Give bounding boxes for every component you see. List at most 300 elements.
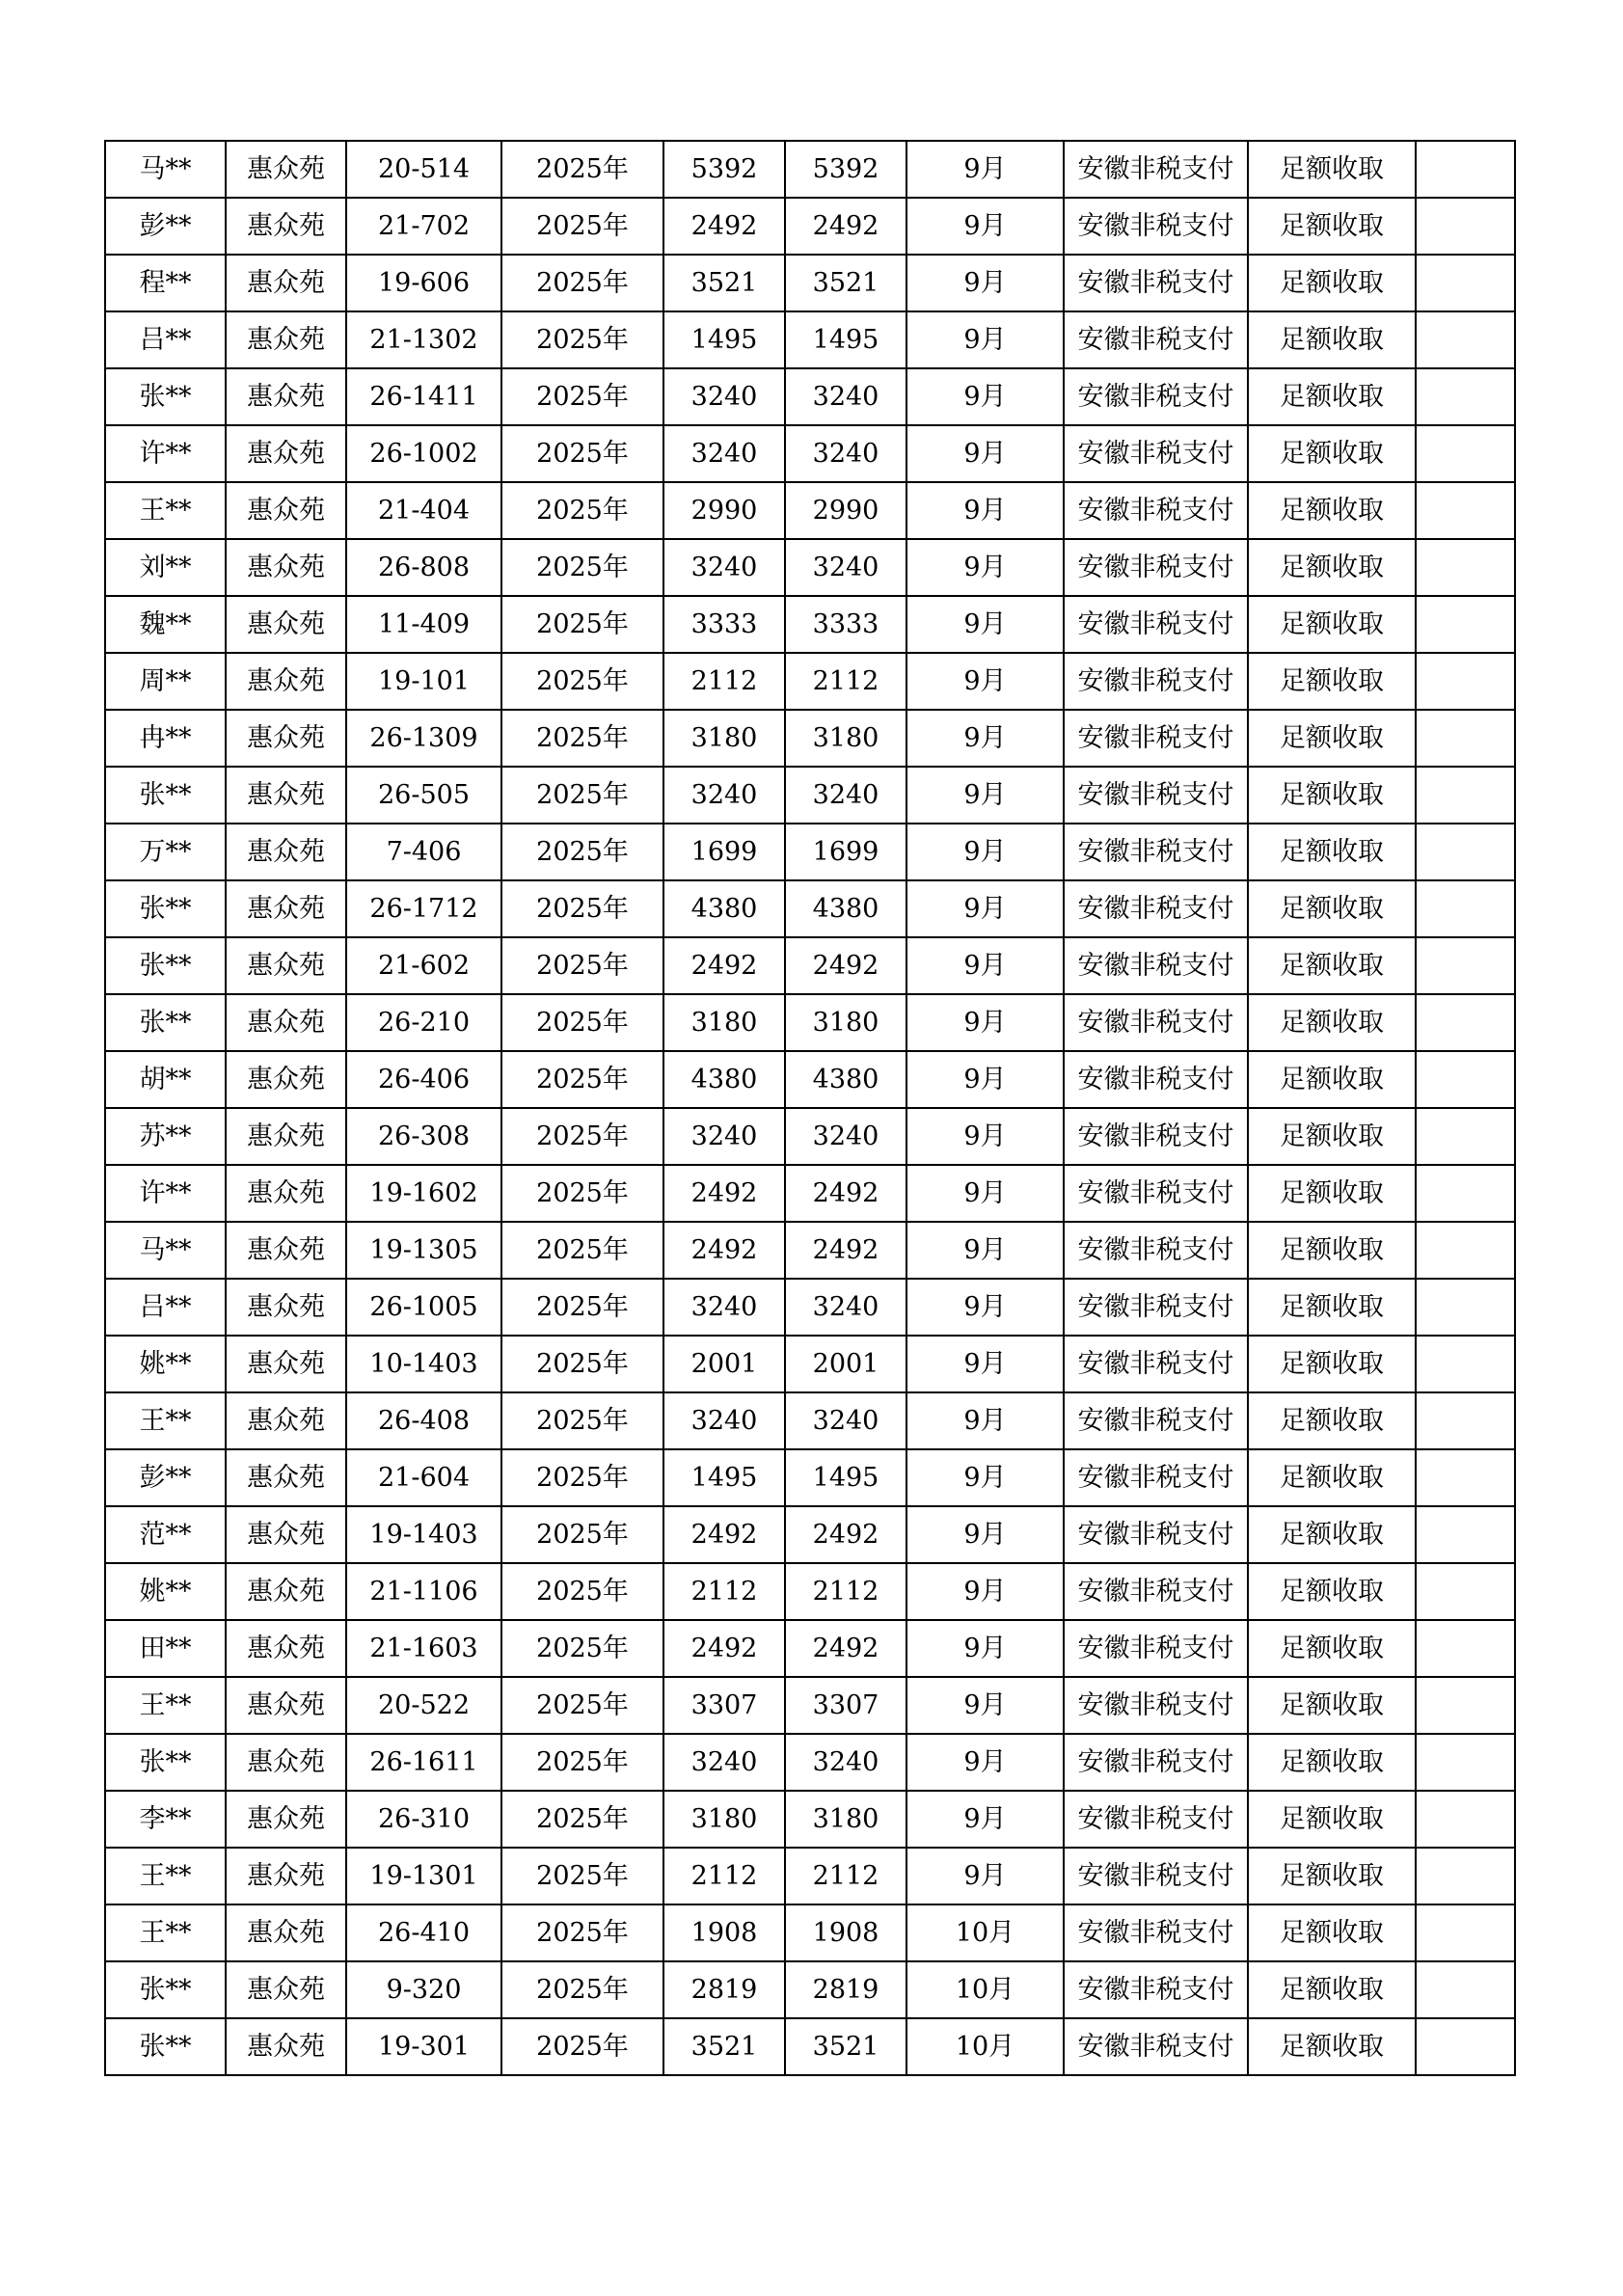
amount-due-cell: 2112 [663,1848,785,1904]
collection-status-cell: 足额收取 [1248,311,1416,368]
amount-due-cell: 3240 [663,767,785,824]
month-cell: 9月 [906,1563,1064,1620]
note-cell [1416,1108,1515,1165]
amount-due-cell: 1495 [663,311,785,368]
community-cell: 惠众苑 [226,1336,346,1392]
month-cell: 9月 [906,824,1064,880]
community-cell: 惠众苑 [226,1392,346,1449]
note-cell [1416,1791,1515,1848]
amount-paid-cell: 4380 [785,880,906,937]
unit-number-cell: 26-308 [346,1108,501,1165]
community-cell: 惠众苑 [226,1677,346,1734]
amount-paid-cell: 1699 [785,824,906,880]
year-cell: 2025年 [501,1620,663,1677]
amount-paid-cell: 3240 [785,368,906,425]
tenant-name-cell: 张** [105,368,226,425]
amount-due-cell: 2492 [663,1165,785,1222]
payment-method-cell: 安徽非税支付 [1064,198,1248,255]
year-cell: 2025年 [501,1734,663,1791]
note-cell [1416,1961,1515,2018]
year-cell: 2025年 [501,198,663,255]
tenant-name-cell: 马** [105,141,226,198]
table-row [105,1108,1515,1165]
community-cell: 惠众苑 [226,767,346,824]
tenant-name-cell: 彭** [105,198,226,255]
unit-number-cell: 21-1106 [346,1563,501,1620]
month-cell: 9月 [906,539,1064,596]
collection-status-cell: 足额收取 [1248,1222,1416,1279]
month-cell: 9月 [906,1165,1064,1222]
month-cell: 9月 [906,994,1064,1051]
note-cell [1416,255,1515,311]
amount-due-cell: 3240 [663,1734,785,1791]
amount-paid-cell: 2492 [785,1165,906,1222]
tenant-name-cell: 李** [105,1791,226,1848]
unit-number-cell: 21-1302 [346,311,501,368]
payment-method-cell: 安徽非税支付 [1064,1563,1248,1620]
amount-paid-cell: 2112 [785,653,906,710]
amount-due-cell: 1908 [663,1904,785,1961]
note-cell [1416,937,1515,994]
payment-method-cell: 安徽非税支付 [1064,141,1248,198]
note-cell [1416,1677,1515,1734]
year-cell: 2025年 [501,994,663,1051]
amount-due-cell: 2990 [663,482,785,539]
amount-due-cell: 2492 [663,1222,785,1279]
unit-number-cell: 9-320 [346,1961,501,2018]
amount-due-cell: 3521 [663,2018,785,2075]
year-cell: 2025年 [501,1392,663,1449]
unit-number-cell: 26-808 [346,539,501,596]
unit-number-cell: 19-1602 [346,1165,501,1222]
collection-status-cell: 足额收取 [1248,1392,1416,1449]
year-cell: 2025年 [501,1563,663,1620]
collection-status-cell: 足额收取 [1248,824,1416,880]
community-cell: 惠众苑 [226,596,346,653]
collection-status-cell: 足额收取 [1248,425,1416,482]
payment-method-cell: 安徽非税支付 [1064,824,1248,880]
note-cell [1416,710,1515,767]
unit-number-cell: 21-602 [346,937,501,994]
collection-status-cell: 足额收取 [1248,653,1416,710]
table-row [105,198,1515,255]
note-cell [1416,1165,1515,1222]
unit-number-cell: 26-408 [346,1392,501,1449]
unit-number-cell: 7-406 [346,824,501,880]
unit-number-cell: 26-410 [346,1904,501,1961]
payment-method-cell: 安徽非税支付 [1064,311,1248,368]
table-row [105,1449,1515,1506]
unit-number-cell: 26-1002 [346,425,501,482]
collection-status-cell: 足额收取 [1248,368,1416,425]
amount-due-cell: 3180 [663,1791,785,1848]
community-cell: 惠众苑 [226,1734,346,1791]
collection-status-cell: 足额收取 [1248,1279,1416,1336]
tenant-name-cell: 吕** [105,311,226,368]
year-cell: 2025年 [501,1051,663,1108]
year-cell: 2025年 [501,311,663,368]
amount-due-cell: 2112 [663,653,785,710]
month-cell: 9月 [906,1392,1064,1449]
community-cell: 惠众苑 [226,1563,346,1620]
collection-status-cell: 足额收取 [1248,1108,1416,1165]
table-row [105,1506,1515,1563]
unit-number-cell: 19-606 [346,255,501,311]
payment-method-cell: 安徽非税支付 [1064,1051,1248,1108]
tenant-name-cell: 张** [105,1961,226,2018]
tenant-name-cell: 王** [105,1392,226,1449]
year-cell: 2025年 [501,1506,663,1563]
tenant-name-cell: 张** [105,880,226,937]
year-cell: 2025年 [501,1677,663,1734]
tenant-name-cell: 马** [105,1222,226,1279]
payment-method-cell: 安徽非税支付 [1064,1791,1248,1848]
community-cell: 惠众苑 [226,2018,346,2075]
tenant-name-cell: 刘** [105,539,226,596]
year-cell: 2025年 [501,2018,663,2075]
payment-method-cell: 安徽非税支付 [1064,255,1248,311]
year-cell: 2025年 [501,596,663,653]
amount-paid-cell: 2819 [785,1961,906,2018]
tenant-name-cell: 王** [105,1904,226,1961]
community-cell: 惠众苑 [226,1506,346,1563]
note-cell [1416,767,1515,824]
community-cell: 惠众苑 [226,1848,346,1904]
note-cell [1416,596,1515,653]
note-cell [1416,1449,1515,1506]
collection-status-cell: 足额收取 [1248,1165,1416,1222]
amount-paid-cell: 2112 [785,1848,906,1904]
tenant-name-cell: 苏** [105,1108,226,1165]
amount-paid-cell: 3240 [785,1279,906,1336]
note-cell [1416,880,1515,937]
table-row [105,767,1515,824]
unit-number-cell: 26-1005 [346,1279,501,1336]
year-cell: 2025年 [501,425,663,482]
unit-number-cell: 26-1411 [346,368,501,425]
table-row [105,1677,1515,1734]
unit-number-cell: 19-1403 [346,1506,501,1563]
payment-method-cell: 安徽非税支付 [1064,368,1248,425]
month-cell: 9月 [906,937,1064,994]
table-row [105,824,1515,880]
amount-paid-cell: 3521 [785,2018,906,2075]
community-cell: 惠众苑 [226,482,346,539]
amount-due-cell: 2112 [663,1563,785,1620]
community-cell: 惠众苑 [226,141,346,198]
payment-method-cell: 安徽非税支付 [1064,1961,1248,2018]
note-cell [1416,198,1515,255]
amount-due-cell: 4380 [663,880,785,937]
amount-due-cell: 3240 [663,1392,785,1449]
amount-paid-cell: 1495 [785,311,906,368]
amount-due-cell: 3240 [663,539,785,596]
note-cell [1416,1620,1515,1677]
unit-number-cell: 20-514 [346,141,501,198]
note-cell [1416,368,1515,425]
amount-paid-cell: 3240 [785,767,906,824]
month-cell: 9月 [906,1848,1064,1904]
payment-method-cell: 安徽非税支付 [1064,1620,1248,1677]
tenant-name-cell: 魏** [105,596,226,653]
community-cell: 惠众苑 [226,1791,346,1848]
collection-status-cell: 足额收取 [1248,994,1416,1051]
payment-method-cell: 安徽非税支付 [1064,1904,1248,1961]
community-cell: 惠众苑 [226,368,346,425]
unit-number-cell: 21-702 [346,198,501,255]
month-cell: 9月 [906,198,1064,255]
year-cell: 2025年 [501,1961,663,2018]
unit-number-cell: 11-409 [346,596,501,653]
table-row [105,1392,1515,1449]
note-cell [1416,2018,1515,2075]
collection-status-cell: 足额收取 [1248,1336,1416,1392]
collection-status-cell: 足额收取 [1248,710,1416,767]
amount-due-cell: 1495 [663,1449,785,1506]
table-row [105,1904,1515,1961]
year-cell: 2025年 [501,880,663,937]
table-row [105,2018,1515,2075]
year-cell: 2025年 [501,482,663,539]
month-cell: 9月 [906,596,1064,653]
collection-status-cell: 足额收取 [1248,1734,1416,1791]
amount-paid-cell: 3180 [785,994,906,1051]
payment-method-cell: 安徽非税支付 [1064,1848,1248,1904]
note-cell [1416,1904,1515,1961]
note-cell [1416,653,1515,710]
note-cell [1416,311,1515,368]
amount-paid-cell: 3240 [785,1734,906,1791]
tenant-name-cell: 许** [105,1165,226,1222]
community-cell: 惠众苑 [226,425,346,482]
amount-paid-cell: 2492 [785,1222,906,1279]
tenant-name-cell: 彭** [105,1449,226,1506]
collection-status-cell: 足额收取 [1248,1904,1416,1961]
year-cell: 2025年 [501,1848,663,1904]
tenant-name-cell: 张** [105,994,226,1051]
community-cell: 惠众苑 [226,1051,346,1108]
payment-method-cell: 安徽非税支付 [1064,482,1248,539]
month-cell: 9月 [906,1506,1064,1563]
amount-due-cell: 2492 [663,1506,785,1563]
unit-number-cell: 26-210 [346,994,501,1051]
year-cell: 2025年 [501,1336,663,1392]
note-cell [1416,1563,1515,1620]
month-cell: 9月 [906,767,1064,824]
rent-collection-table [104,140,1516,2076]
amount-paid-cell: 2001 [785,1336,906,1392]
tenant-name-cell: 冉** [105,710,226,767]
year-cell: 2025年 [501,1449,663,1506]
community-cell: 惠众苑 [226,880,346,937]
amount-paid-cell: 3240 [785,1108,906,1165]
collection-status-cell: 足额收取 [1248,1677,1416,1734]
table-row [105,596,1515,653]
note-cell [1416,1279,1515,1336]
collection-status-cell: 足额收取 [1248,482,1416,539]
amount-paid-cell: 5392 [785,141,906,198]
amount-due-cell: 3180 [663,710,785,767]
note-cell [1416,1051,1515,1108]
collection-status-cell: 足额收取 [1248,767,1416,824]
tenant-name-cell: 田** [105,1620,226,1677]
tenant-name-cell: 张** [105,1734,226,1791]
tenant-name-cell: 王** [105,482,226,539]
month-cell: 9月 [906,255,1064,311]
community-cell: 惠众苑 [226,1961,346,2018]
amount-paid-cell: 3333 [785,596,906,653]
month-cell: 9月 [906,1677,1064,1734]
payment-method-cell: 安徽非税支付 [1064,994,1248,1051]
collection-status-cell: 足额收取 [1248,1506,1416,1563]
table-row [105,937,1515,994]
community-cell: 惠众苑 [226,1165,346,1222]
table-row [105,653,1515,710]
year-cell: 2025年 [501,368,663,425]
unit-number-cell: 19-301 [346,2018,501,2075]
collection-status-cell: 足额收取 [1248,1961,1416,2018]
collection-status-cell: 足额收取 [1248,1791,1416,1848]
payment-method-cell: 安徽非税支付 [1064,539,1248,596]
payment-method-cell: 安徽非税支付 [1064,1222,1248,1279]
payment-method-cell: 安徽非税支付 [1064,2018,1248,2075]
month-cell: 9月 [906,1734,1064,1791]
month-cell: 9月 [906,1336,1064,1392]
note-cell [1416,994,1515,1051]
month-cell: 9月 [906,880,1064,937]
community-cell: 惠众苑 [226,994,346,1051]
payment-method-cell: 安徽非税支付 [1064,1449,1248,1506]
amount-paid-cell: 3240 [785,425,906,482]
month-cell: 10月 [906,1961,1064,2018]
note-cell [1416,1848,1515,1904]
payment-method-cell: 安徽非税支付 [1064,1677,1248,1734]
unit-number-cell: 26-1611 [346,1734,501,1791]
tenant-name-cell: 胡** [105,1051,226,1108]
year-cell: 2025年 [501,255,663,311]
month-cell: 9月 [906,1449,1064,1506]
community-cell: 惠众苑 [226,198,346,255]
amount-due-cell: 2492 [663,937,785,994]
payment-method-cell: 安徽非税支付 [1064,1506,1248,1563]
amount-due-cell: 2001 [663,1336,785,1392]
month-cell: 10月 [906,1904,1064,1961]
community-cell: 惠众苑 [226,1222,346,1279]
table-row [105,425,1515,482]
amount-paid-cell: 3307 [785,1677,906,1734]
amount-paid-cell: 3180 [785,1791,906,1848]
table-row [105,880,1515,937]
amount-paid-cell: 2492 [785,937,906,994]
community-cell: 惠众苑 [226,710,346,767]
tenant-name-cell: 张** [105,937,226,994]
year-cell: 2025年 [501,1108,663,1165]
note-cell [1416,1222,1515,1279]
table-row [105,368,1515,425]
collection-status-cell: 足额收取 [1248,1620,1416,1677]
amount-due-cell: 2492 [663,198,785,255]
month-cell: 9月 [906,425,1064,482]
year-cell: 2025年 [501,539,663,596]
amount-due-cell: 3180 [663,994,785,1051]
tenant-name-cell: 程** [105,255,226,311]
collection-status-cell: 足额收取 [1248,2018,1416,2075]
year-cell: 2025年 [501,653,663,710]
month-cell: 9月 [906,311,1064,368]
month-cell: 9月 [906,1791,1064,1848]
table-row [105,482,1515,539]
month-cell: 9月 [906,653,1064,710]
collection-status-cell: 足额收取 [1248,1449,1416,1506]
table-row [105,141,1515,198]
note-cell [1416,1734,1515,1791]
month-cell: 9月 [906,1051,1064,1108]
collection-status-cell: 足额收取 [1248,1563,1416,1620]
table-row [105,539,1515,596]
unit-number-cell: 21-604 [346,1449,501,1506]
table-row [105,1563,1515,1620]
table-row [105,1336,1515,1392]
collection-status-cell: 足额收取 [1248,880,1416,937]
community-cell: 惠众苑 [226,311,346,368]
payment-method-cell: 安徽非税支付 [1064,710,1248,767]
amount-due-cell: 4380 [663,1051,785,1108]
table-row [105,1051,1515,1108]
unit-number-cell: 26-406 [346,1051,501,1108]
community-cell: 惠众苑 [226,1620,346,1677]
community-cell: 惠众苑 [226,1449,346,1506]
payment-method-cell: 安徽非税支付 [1064,425,1248,482]
collection-status-cell: 足额收取 [1248,539,1416,596]
tenant-name-cell: 张** [105,767,226,824]
unit-number-cell: 20-522 [346,1677,501,1734]
note-cell [1416,141,1515,198]
month-cell: 9月 [906,1279,1064,1336]
year-cell: 2025年 [501,710,663,767]
community-cell: 惠众苑 [226,824,346,880]
payment-method-cell: 安徽非税支付 [1064,767,1248,824]
table-row [105,1734,1515,1791]
tenant-name-cell: 万** [105,824,226,880]
month-cell: 10月 [906,2018,1064,2075]
amount-paid-cell: 3240 [785,539,906,596]
community-cell: 惠众苑 [226,653,346,710]
community-cell: 惠众苑 [226,255,346,311]
amount-due-cell: 3307 [663,1677,785,1734]
table-row [105,1848,1515,1904]
note-cell [1416,1336,1515,1392]
unit-number-cell: 21-1603 [346,1620,501,1677]
unit-number-cell: 19-101 [346,653,501,710]
payment-method-cell: 安徽非税支付 [1064,1279,1248,1336]
unit-number-cell: 26-1309 [346,710,501,767]
table-row [105,1222,1515,1279]
table-row [105,994,1515,1051]
collection-status-cell: 足额收取 [1248,141,1416,198]
community-cell: 惠众苑 [226,1279,346,1336]
note-cell [1416,425,1515,482]
payment-method-cell: 安徽非税支付 [1064,1108,1248,1165]
table-row [105,1961,1515,2018]
amount-due-cell: 3240 [663,1279,785,1336]
amount-paid-cell: 2492 [785,1506,906,1563]
year-cell: 2025年 [501,824,663,880]
table-row [105,255,1515,311]
collection-status-cell: 足额收取 [1248,937,1416,994]
unit-number-cell: 10-1403 [346,1336,501,1392]
community-cell: 惠众苑 [226,937,346,994]
amount-due-cell: 3240 [663,368,785,425]
